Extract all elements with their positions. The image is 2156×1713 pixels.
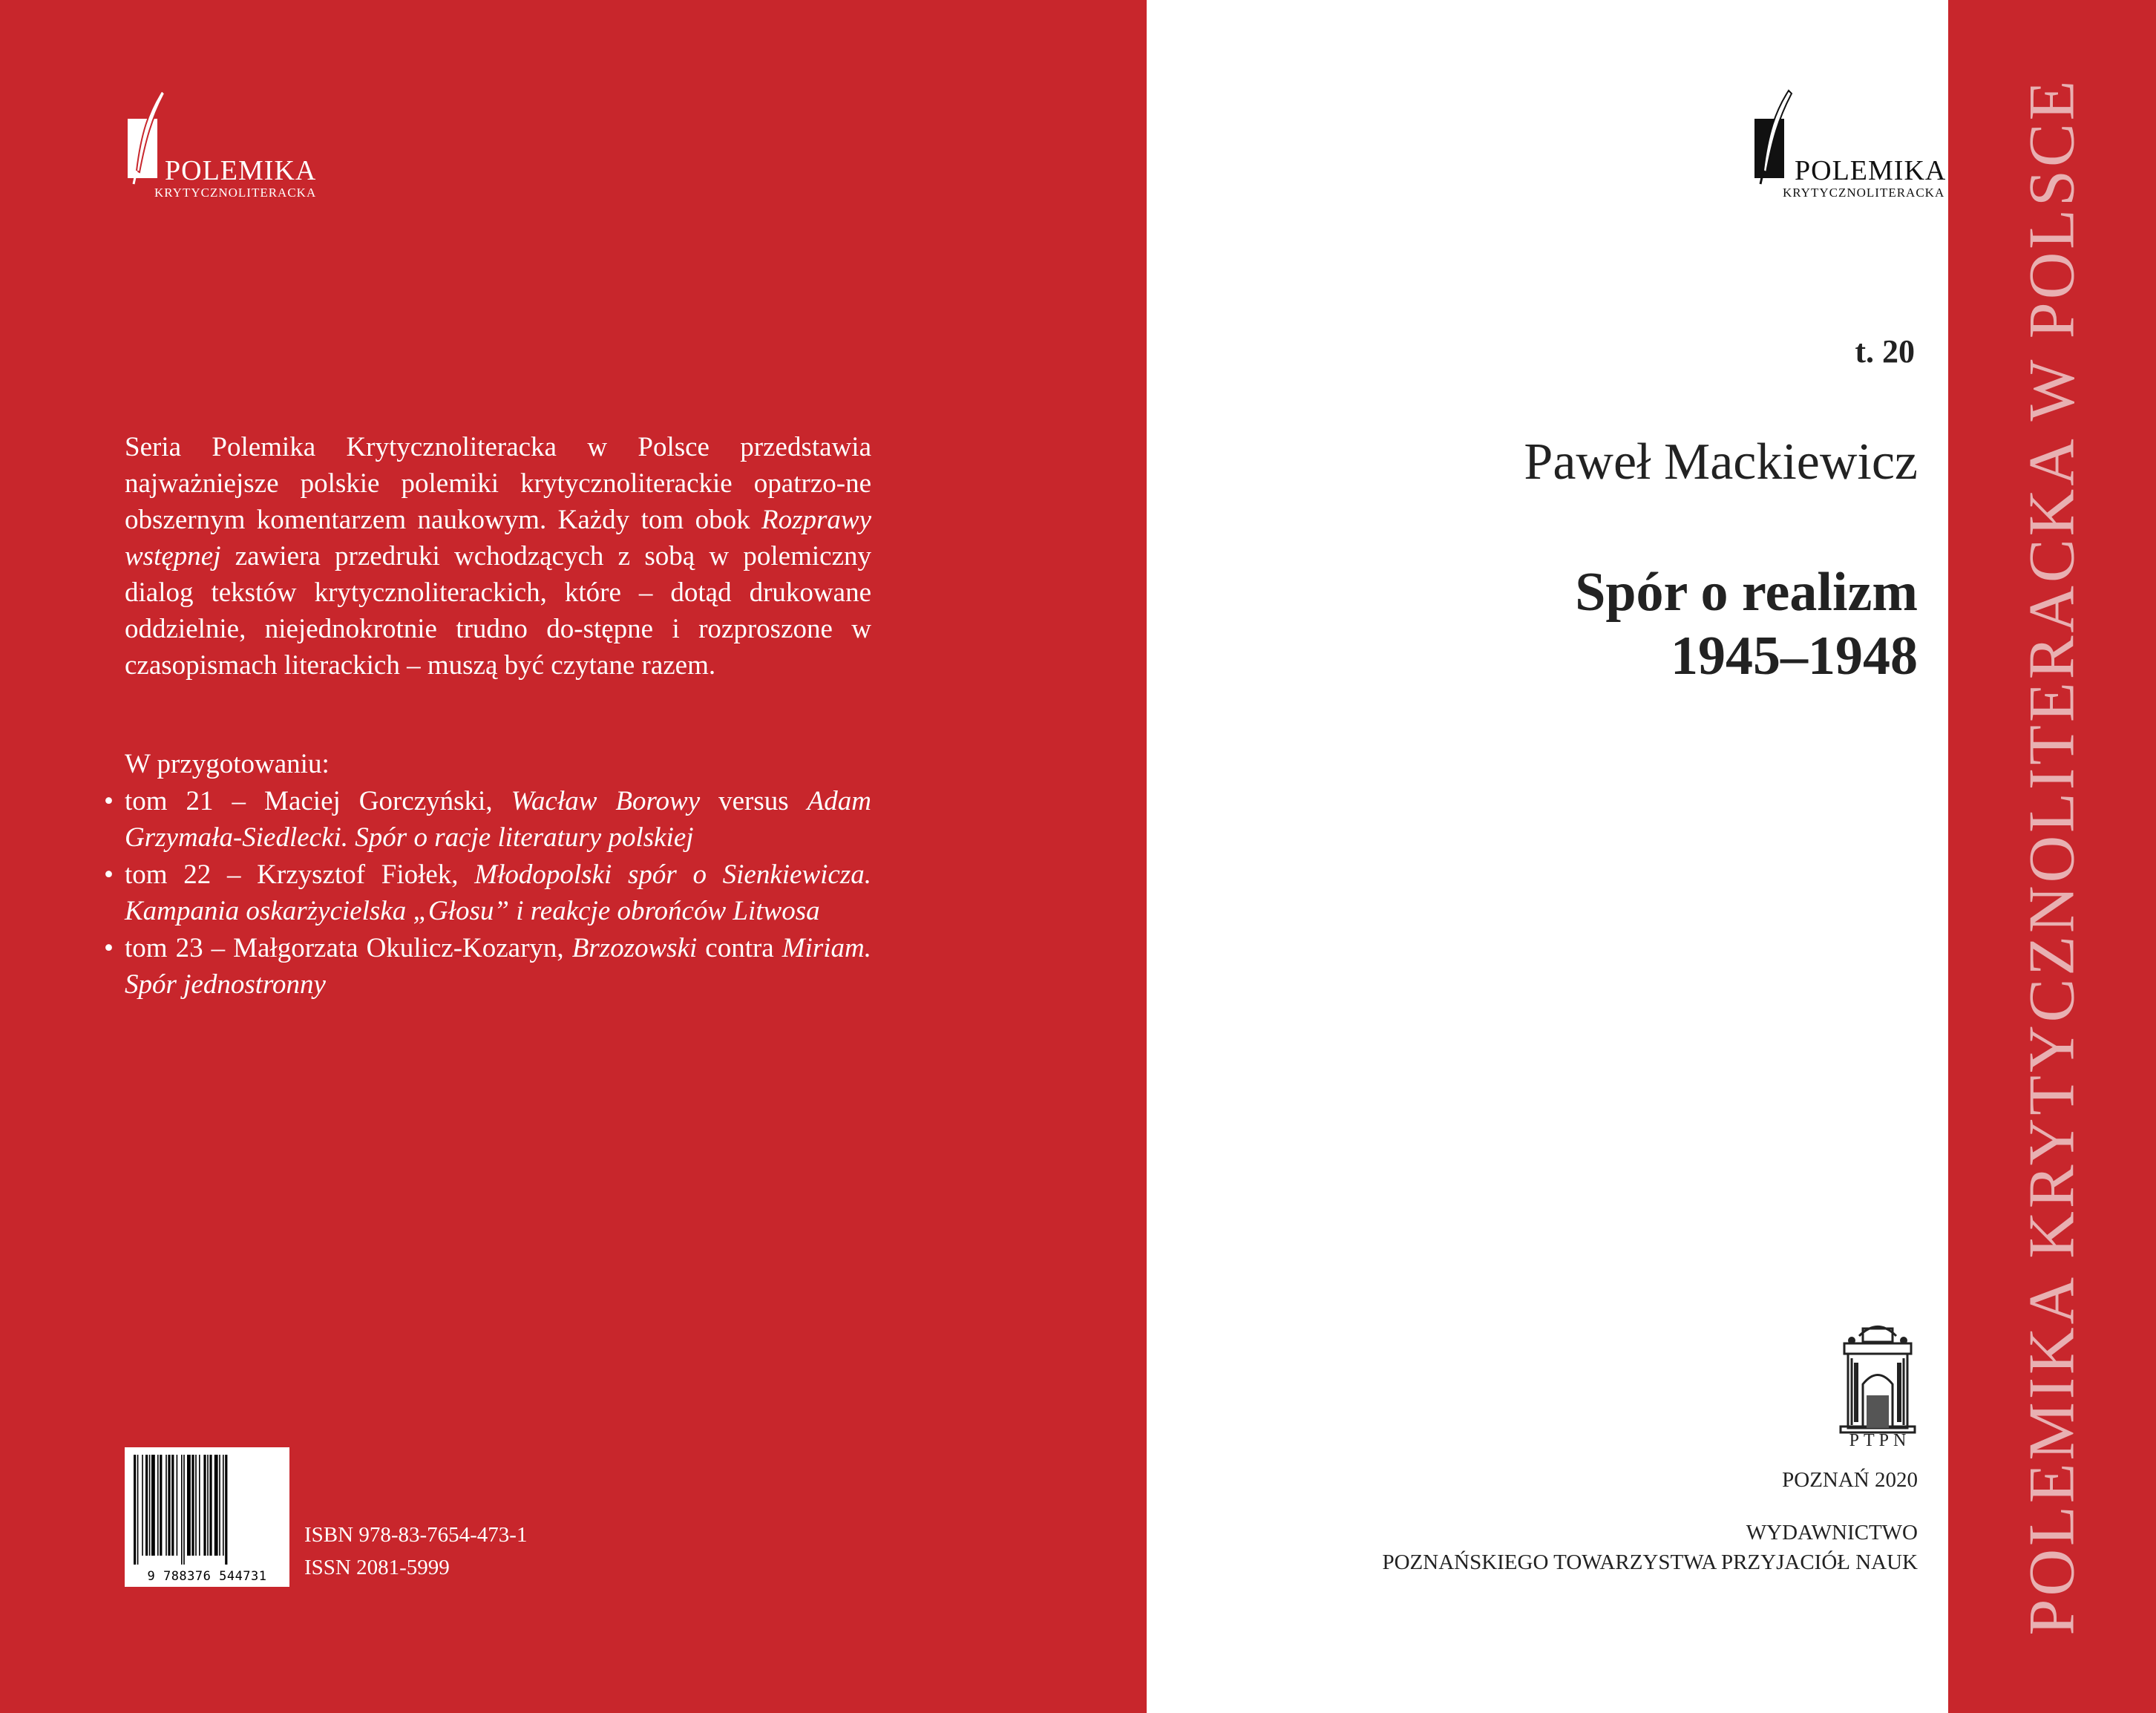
bullet: •	[104, 785, 114, 816]
item-italic: Młodopolski spór o Sienkiewicza. Kampania oskarżycielska „Głosu” i reakcje obrońców Litwosa	[125, 859, 871, 926]
barcode-bar	[209, 1455, 212, 1556]
book-title	[1336, 560, 1918, 688]
barcode-bar	[225, 1455, 227, 1565]
title-years: 1945–1948	[1671, 626, 1918, 687]
bullet: •	[104, 932, 114, 963]
barcode-bar	[223, 1455, 224, 1556]
list-item	[104, 856, 871, 930]
barcode-bar	[160, 1455, 162, 1556]
spine-title: POLEMIKA KRYTYCZNOLITERACKA W POLSCE	[2016, 77, 2088, 1636]
barcode-bar	[203, 1455, 206, 1556]
barcode-bar	[168, 1455, 170, 1556]
item-italic: Miriam. Spór jednostronny	[125, 932, 871, 1000]
list-item	[104, 930, 871, 1003]
barcode-bar	[134, 1455, 136, 1565]
item-mid: versus	[700, 785, 807, 816]
item-italic: Adam Grzymała-Siedlecki. Spór o racje literatury polskiej	[125, 785, 871, 853]
barcode-bar	[166, 1455, 167, 1556]
front-cover	[1147, 0, 1948, 1713]
blurb-italic: Rozprawy wstępnej	[125, 505, 871, 571]
barcode-bar	[207, 1455, 209, 1556]
item-prefix: tom 21 – Maciej Gorczyński,	[125, 785, 511, 816]
barcode-bar	[199, 1455, 200, 1556]
series-logo-front	[1752, 89, 1959, 208]
publisher	[1262, 1518, 1918, 1577]
barcode-bar	[187, 1455, 191, 1556]
blurb-end: zawiera przedruki wchodzących z sobą w polemiczny dialog tekstów krytycznoliterackich, które – dotąd drukowane oddzielnie, niejednokrotnie trudno do-stępne i rozproszone w czasopismach literackich – muszą być czytane razem.	[125, 541, 871, 681]
publisher-line: POZNAŃSKIEGO TOWARZYSTWA PRZYJACIÓŁ NAUK	[1382, 1550, 1918, 1574]
in-preparation-heading: W przygotowaniu:	[125, 749, 330, 779]
in-preparation	[104, 746, 871, 1003]
in-preparation-list	[104, 783, 871, 1003]
item-italic: Brzozowski	[571, 932, 698, 963]
isbn-block	[304, 1519, 527, 1584]
item-prefix: tom 22 – Krzysztof Fiołek,	[125, 859, 475, 890]
barcode-bar	[183, 1455, 185, 1565]
barcode-bar	[177, 1455, 178, 1556]
list-item	[104, 783, 871, 856]
logo-subtitle: KRYTYCZNOLITERACKA	[1783, 186, 1945, 200]
barcode-bar	[149, 1455, 151, 1556]
barcode-bar	[191, 1455, 194, 1556]
barcode-bar	[195, 1455, 197, 1556]
barcode-bars	[131, 1455, 284, 1565]
barcode-bar	[137, 1455, 139, 1565]
volume-number: t. 20	[1855, 333, 1915, 370]
item-mid: contra	[697, 932, 782, 963]
barcode-digits: 9 788376 544731	[147, 1569, 267, 1584]
author: Paweł Mackiewicz	[1524, 433, 1918, 491]
barcode-bar	[171, 1455, 174, 1556]
logo-subtitle: KRYTYCZNOLITERACKA	[154, 186, 317, 200]
item-italic: Wacław Borowy	[511, 785, 701, 816]
barcode-bar	[157, 1455, 159, 1556]
series-description	[125, 429, 871, 684]
logo-name: POLEMIKA	[165, 155, 317, 186]
publisher-line: WYDAWNICTWO	[1746, 1521, 1918, 1545]
barcode-bar	[214, 1455, 218, 1556]
barcode	[125, 1447, 289, 1587]
barcode-bar	[151, 1455, 155, 1556]
barcode-bar	[219, 1455, 220, 1556]
blurb-start: Seria Polemika Krytycznoliteracka w Polsce przedstawia najważniejsze polskie polemiki krytycznoliterackie opatrzo-ne obszernym komentarzem naukowym. Każdy tom obok	[125, 432, 871, 535]
issn: ISSN 2081-5999	[304, 1556, 450, 1579]
series-logo-back	[126, 89, 334, 208]
quill-pen-icon	[1752, 89, 1796, 186]
isbn: ISBN 978-83-7654-473-1	[304, 1523, 528, 1547]
logo-name: POLEMIKA	[1795, 155, 1947, 186]
bullet: •	[104, 859, 114, 890]
barcode-bar	[181, 1455, 183, 1565]
title-line: Spór o realizm	[1575, 562, 1918, 623]
city-year: POZNAŃ 2020	[1782, 1468, 1918, 1492]
barcode-bar	[142, 1455, 143, 1556]
publisher-mark-label: PTPN	[1849, 1431, 1911, 1450]
quill-pen-icon	[126, 89, 171, 186]
barcode-bar	[145, 1455, 148, 1556]
item-prefix: tom 23 – Małgorzata Okulicz-Kozaryn,	[125, 932, 572, 963]
